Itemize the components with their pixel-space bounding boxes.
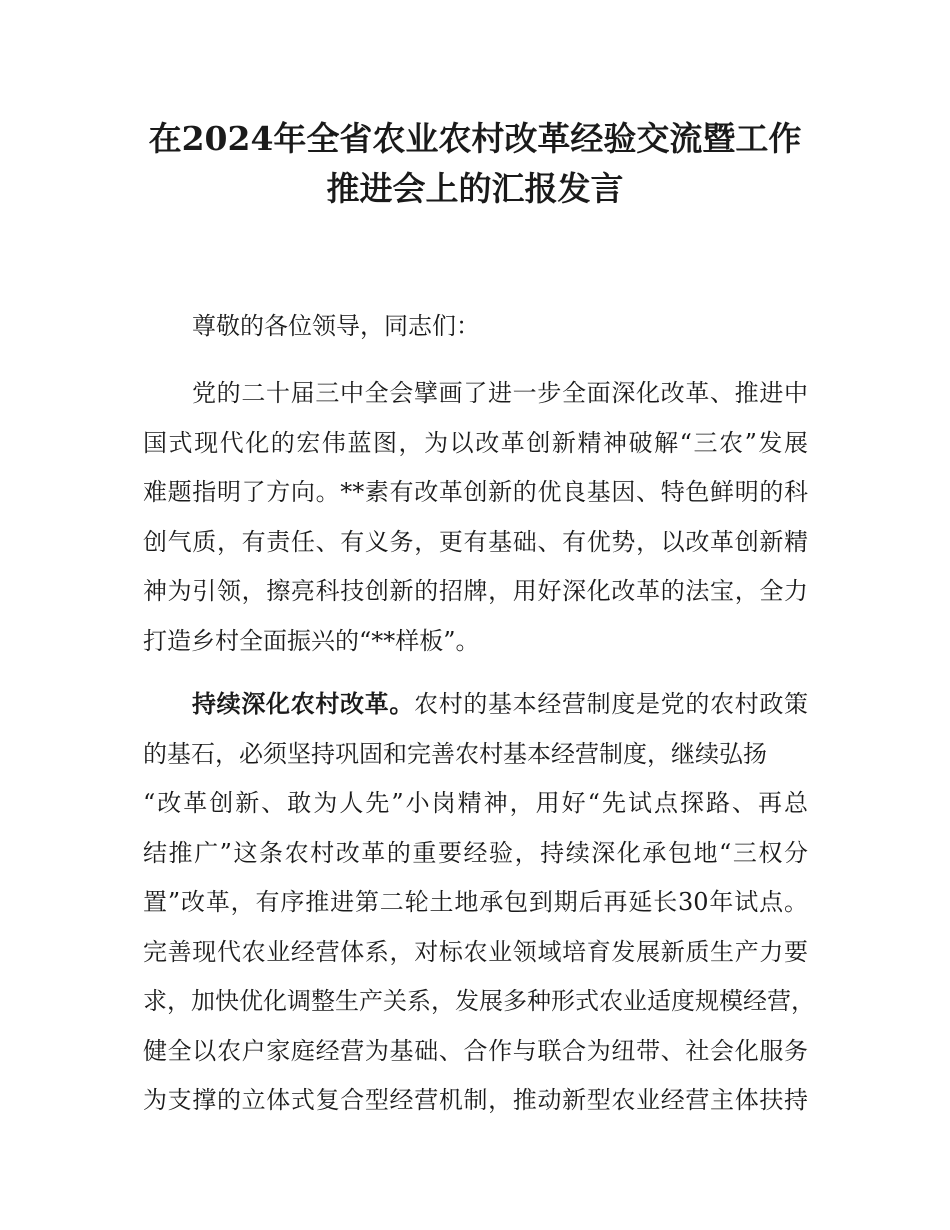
document-title-line-2: 推进会上的汇报发言 [326, 169, 624, 208]
document-title-line-1: 在2024年全省农业农村改革经验交流暨工作 [148, 119, 802, 158]
greeting: 尊敬的各位领导，同志们： [192, 312, 480, 340]
paragraph-1-line: 神为引领，擦亮科技创新的招牌，用好深化改革的法宝，全力 [143, 577, 808, 605]
paragraph-2-line: 求，加快优化调整生产关系，发展多种形式农业适度规模经营， [143, 987, 815, 1015]
paragraph-2-line: 为支撑的立体式复合型经营机制，推动新型农业经营主体扶持 [143, 1086, 808, 1114]
paragraph-1-line: 难题指明了方向。**素有改革创新的优良基因、特色鲜明的科 [143, 478, 808, 506]
paragraph-2-line: 完善现代农业经营体系，对标农业领域培育发展新质生产力要 [143, 937, 808, 966]
paragraph-2-line: 的基石，必须坚持巩固和完善农村基本经营制度，继续弘扬 [143, 739, 767, 768]
paragraph-1-line: 国式现代化的宏伟蓝图，为以改革创新精神破解“三农”发展 [143, 428, 808, 457]
paragraph-1-line: 打造乡村全面振兴的“**样板”。 [143, 626, 480, 655]
paragraph-2-line: 结推广”这条农村改革的重要经验，持续深化承包地“三权分 [143, 838, 808, 867]
paragraph-2-line: 置”改革，有序推进第二轮土地承包到期后再延长30年试点。 [143, 888, 808, 916]
paragraph-2-line: “改革创新、敢为人先”小岗精神，用好“先试点探路、再总 [143, 789, 808, 817]
paragraph-1-line: 创气质，有责任、有义务，更有基础、有优势，以改革创新精 [143, 527, 808, 556]
paragraph-2 [143, 680, 815, 1126]
paragraph-2-first-line [143, 680, 808, 730]
section-heading: 持续深化农村改革。 [192, 690, 414, 718]
paragraph-1-line: 党的二十届三中全会擘画了进一步全面深化改革、推进中 [192, 379, 808, 407]
paragraph-2-first-line-text: 农村的基本经营制度是党的农村政策 [414, 690, 808, 718]
paragraph-2-line: 健全以农户家庭经营为基础、合作与联合为纽带、社会化服务 [143, 1036, 808, 1065]
paragraph-1 [143, 369, 808, 666]
